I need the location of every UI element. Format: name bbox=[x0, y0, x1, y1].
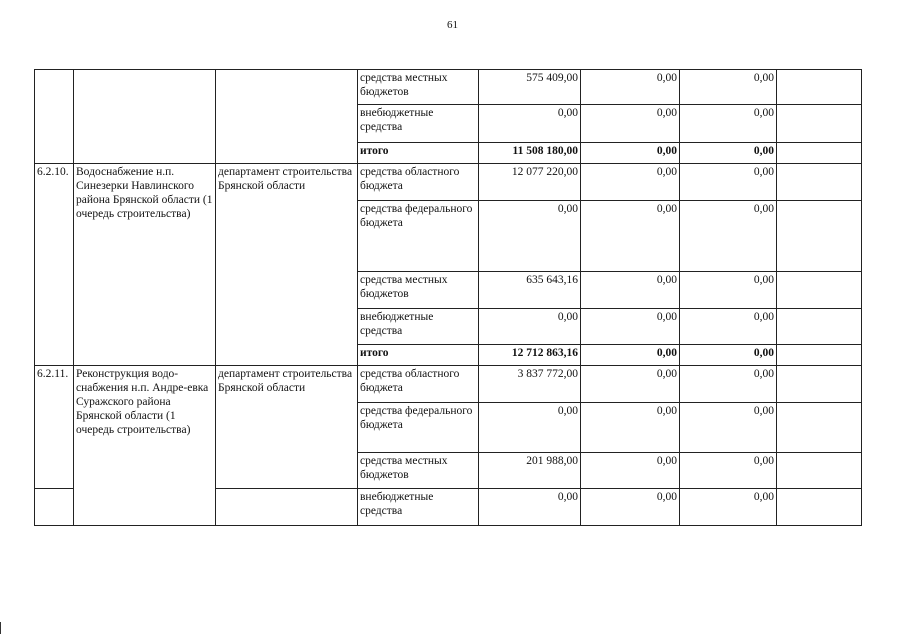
executor-cell: департамент строительства Брянской области bbox=[216, 366, 358, 489]
value-cell: 0,00 bbox=[680, 453, 777, 489]
empty-cell bbox=[777, 201, 862, 272]
value-cell: 0,00 bbox=[581, 403, 680, 453]
table-row bbox=[35, 366, 862, 403]
source-cell: итого bbox=[358, 143, 479, 164]
executor-cell bbox=[216, 489, 358, 526]
empty-cell bbox=[777, 143, 862, 164]
name-cell bbox=[74, 70, 216, 164]
value-cell: 0,00 bbox=[581, 309, 680, 345]
value-cell: 0,00 bbox=[581, 453, 680, 489]
value-cell: 0,00 bbox=[479, 309, 581, 345]
value-cell: 0,00 bbox=[479, 403, 581, 453]
source-cell: средства местных бюджетов bbox=[358, 272, 479, 309]
source-cell: средства федерального бюджета bbox=[358, 403, 479, 453]
empty-cell bbox=[777, 105, 862, 143]
source-cell: внебюджетные средства bbox=[358, 309, 479, 345]
empty-cell bbox=[777, 70, 862, 105]
budget-table bbox=[34, 69, 862, 526]
source-cell: средства областного бюджета bbox=[358, 366, 479, 403]
value-cell: 0,00 bbox=[680, 272, 777, 309]
source-cell: внебюджетные средства bbox=[358, 489, 479, 526]
source-cell: итого bbox=[358, 345, 479, 366]
source-cell: средства областного бюджета bbox=[358, 164, 479, 201]
value-cell: 0,00 bbox=[479, 105, 581, 143]
code-cell bbox=[35, 70, 74, 164]
value-cell: 0,00 bbox=[680, 403, 777, 453]
value-cell: 0,00 bbox=[680, 143, 777, 164]
empty-cell bbox=[777, 403, 862, 453]
value-cell: 0,00 bbox=[581, 489, 680, 526]
value-cell: 0,00 bbox=[680, 345, 777, 366]
executor-cell: департамент строительства Брянской области bbox=[216, 164, 358, 366]
value-cell: 201 988,00 bbox=[479, 453, 581, 489]
value-cell: 3 837 772,00 bbox=[479, 366, 581, 403]
value-cell: 0,00 bbox=[581, 201, 680, 272]
source-cell: внебюджетные средства bbox=[358, 105, 479, 143]
value-cell: 0,00 bbox=[680, 164, 777, 201]
value-cell: 0,00 bbox=[581, 366, 680, 403]
value-cell: 0,00 bbox=[680, 105, 777, 143]
name-cell: Реконструкция водо-снабжения н.п. Андре-евка Суражского района Брянской области (1 очередь строительства) bbox=[74, 366, 216, 526]
value-cell: 0,00 bbox=[581, 345, 680, 366]
value-cell: 12 077 220,00 bbox=[479, 164, 581, 201]
table-row bbox=[35, 70, 862, 105]
empty-cell bbox=[777, 164, 862, 201]
value-cell: 0,00 bbox=[581, 143, 680, 164]
empty-cell bbox=[777, 272, 862, 309]
value-cell: 0,00 bbox=[479, 201, 581, 272]
value-cell: 0,00 bbox=[479, 489, 581, 526]
value-cell: 0,00 bbox=[680, 366, 777, 403]
empty-cell bbox=[777, 345, 862, 366]
value-cell: 0,00 bbox=[680, 309, 777, 345]
name-cell: Водоснабжение н.п. Синезерки Навлинского района Брянской области (1 очередь строительства) bbox=[74, 164, 216, 366]
value-cell: 635 643,16 bbox=[479, 272, 581, 309]
value-cell: 0,00 bbox=[680, 70, 777, 105]
empty-cell bbox=[777, 309, 862, 345]
value-cell: 0,00 bbox=[581, 70, 680, 105]
value-cell: 0,00 bbox=[680, 201, 777, 272]
source-cell: средства местных бюджетов bbox=[358, 453, 479, 489]
value-cell: 575 409,00 bbox=[479, 70, 581, 105]
value-cell: 0,00 bbox=[581, 164, 680, 201]
page-number: 61 bbox=[447, 19, 458, 31]
empty-cell bbox=[777, 489, 862, 526]
value-cell: 0,00 bbox=[680, 489, 777, 526]
code-cell bbox=[35, 489, 74, 526]
value-cell: 0,00 bbox=[581, 105, 680, 143]
value-cell: 12 712 863,16 bbox=[479, 345, 581, 366]
scan-edge-mark bbox=[0, 622, 1, 634]
code-cell: 6.2.10. bbox=[35, 164, 74, 366]
value-cell: 0,00 bbox=[581, 272, 680, 309]
code-cell: 6.2.11. bbox=[35, 366, 74, 489]
source-cell: средства местных бюджетов bbox=[358, 70, 479, 105]
value-cell: 11 508 180,00 bbox=[479, 143, 581, 164]
table-row bbox=[35, 164, 862, 201]
source-cell: средства федерального бюджета bbox=[358, 201, 479, 272]
empty-cell bbox=[777, 453, 862, 489]
executor-cell bbox=[216, 70, 358, 164]
empty-cell bbox=[777, 366, 862, 403]
